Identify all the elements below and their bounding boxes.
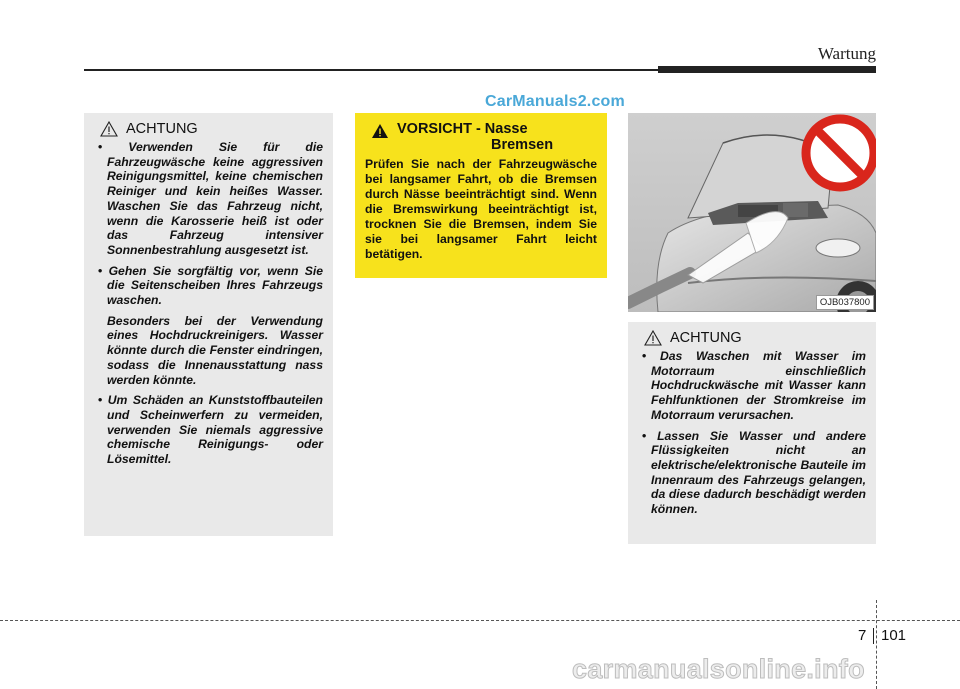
watermark-site[interactable]: carmanualsonline.info (572, 654, 865, 684)
caution-item: • Um Schäden an Kunststoffbauteilen und Scheinwerfern zu vermeiden, verwenden Sie niemals aggressive chemische Reinigungs- oder Lösemittel. (98, 393, 323, 467)
page-header-title: Wartung (817, 44, 876, 63)
warning-body: Prüfen Sie nach der Fahrzeugwäsche bei langsamer Fahrt, ob die Bremsen durch Nässe beeinträchtigt sind. Wenn die Bremswirkung beeinträchtigt ist, trocknen Sie die Bremsen, indem Sie sie bei langsamer Fahrt leicht betätigen. (365, 157, 597, 261)
caution-item: • Lassen Sie Wasser und andere Flüssigkeiten nicht an elektrische/elektronische Bauteile im Innenraum des Fahrzeugs gelangen, da diese dadurch beschädigt werden können. (642, 428, 867, 517)
caution-title: ACHTUNG (670, 330, 742, 346)
watermark-link[interactable]: CarManuals2.com (485, 93, 625, 110)
engine-bay-wash-illustration (628, 113, 876, 312)
caution-item: • Verwenden Sie für die Fahrzeugwäsche keine aggressiven Reinigungsmittel, keine chemischen Reiniger und kein heißes Wasser. Waschen Sie das Fahrzeug nicht, wenn die Karosserie heiß ist oder das Fahrzeug intensiver Sonnenbestrahlung ausgesetzt ist. (98, 140, 324, 257)
footer-vertical-rule (876, 600, 877, 689)
caution-title: ACHTUNG (126, 121, 198, 137)
caution-header (100, 121, 323, 137)
car-hood-open-image (628, 113, 876, 312)
caution-box-exterior-wash (84, 113, 333, 536)
warning-title: VORSICHT - Nasse Bremsen (397, 121, 554, 153)
caution-item: • Gehen Sie sorgfältig vor, wenn Sie die Seitenscheiben Ihres Fahrzeugs waschen. (98, 263, 323, 308)
caution-item: • Das Waschen mit Wasser im Motorraum einschließlich Hochdruckwäsche mit Wasser kann Fehlfunktionen der Stromkreise im Motorraum verursachen. (642, 349, 866, 422)
warning-box-wet-brakes (355, 113, 607, 278)
caution-header (644, 330, 866, 346)
warning-triangle-icon (371, 123, 389, 139)
header-rule-accent (658, 66, 876, 73)
footer-rule (0, 620, 960, 621)
caution-item-extra: Besonders bei der Verwendung eines Hochdruckreinigers. Wasser könnte durch die Fenster eindringen, sodass die Innenausstattung nass werden könnte. (107, 313, 323, 387)
caution-box-engine-wash (628, 322, 876, 544)
page-number: 101 (881, 627, 907, 644)
page-number-separator (873, 628, 874, 644)
caution-triangle-icon (100, 121, 118, 137)
image-code-label: OJB037800 (816, 295, 874, 310)
caution-triangle-icon (644, 330, 662, 346)
chapter-number: 7 (858, 627, 867, 644)
